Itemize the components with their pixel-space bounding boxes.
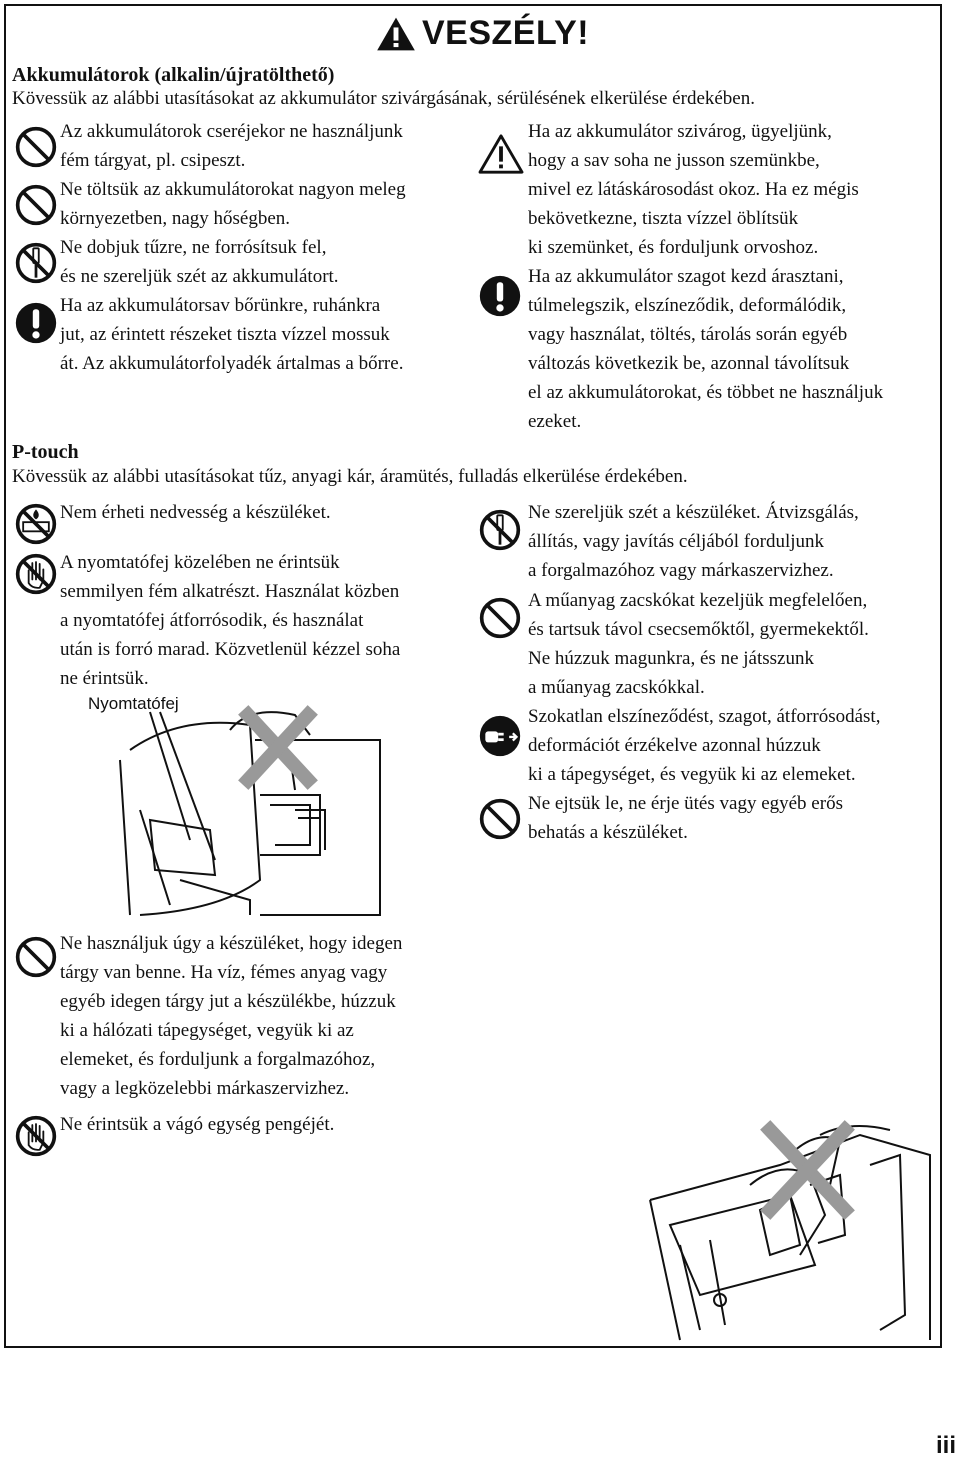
no-disassembly-icon	[478, 508, 522, 552]
text-line: Ha az akkumulátorsav bőrünkre, ruhánkra	[60, 295, 381, 316]
text-line: ki a tápegységet, és vegyük ki az elemeket.	[528, 764, 856, 785]
text-line: állítás, vagy javítás céljából forduljunk	[528, 531, 825, 552]
text-line: ezeket.	[528, 411, 582, 432]
text-line: bekövetkezne, tiszta vízzel öblítsük	[528, 208, 799, 229]
danger-header	[376, 14, 589, 53]
text-line: változás következik be, azonnal távolítsuk	[528, 353, 850, 374]
prohibition-icon	[14, 935, 58, 979]
text-line: át. Az akkumulátorfolyadék ártalmas a bőrre.	[60, 353, 404, 374]
text-line: Ha az akkumulátor szivárog, ügyeljünk,	[528, 121, 832, 142]
do-not-touch-icon	[14, 552, 58, 596]
text-line: a forgalmazóhoz vagy márkaszervizhez.	[528, 560, 834, 581]
do-not-touch-icon	[14, 1114, 58, 1158]
mandatory-action-icon	[14, 301, 58, 345]
text-line: deformációt érzékelve azonnal húzzuk	[528, 735, 821, 756]
ptouch-section-intro: Kövessük az alábbi utasításokat tűz, anyagi kár, áramütés, fulladás elkerülése érdekében.	[12, 466, 688, 487]
no-wet-hands-icon	[14, 502, 58, 546]
text-line: behatás a készüléket.	[528, 822, 688, 843]
text-line: fém tárgyat, pl. csipeszt.	[60, 150, 246, 171]
text-line: és tartsuk távol csecsemőktől, gyermekektől.	[528, 619, 869, 640]
mandatory-action-icon	[478, 274, 522, 318]
prohibition-icon	[14, 183, 58, 227]
text-line: környezetben, nagy hőségben.	[60, 208, 291, 229]
text-line: Az akkumulátorok cseréjekor ne használjunk	[60, 121, 403, 142]
text-line: Ne dobjuk tűzre, ne forrósítsuk fel,	[60, 237, 327, 258]
text-line: Ha az akkumulátor szagot kezd árasztani,	[528, 266, 844, 287]
text-line: mivel ez látáskárosodást okoz. Ha ez mégis	[528, 179, 859, 200]
unplug-icon	[478, 714, 522, 758]
text-line: vagy a legközelebbi márkaszervizhez.	[60, 1078, 350, 1099]
text-line: tárgy van benne. Ha víz, fémes anyag vagy	[60, 962, 388, 983]
text-line: ki a hálózati tápegységet, vegyük ki az	[60, 1020, 354, 1041]
page-title: VESZÉLY!	[422, 14, 590, 52]
text-line: el az akkumulátorokat, és többet ne használjuk	[528, 382, 884, 403]
text-line: elemeket, és forduljunk a forgalmazóhoz,	[60, 1049, 376, 1070]
text-line: A nyomtatófej közelében ne érintsük	[60, 552, 340, 573]
text-line: a nyomtatófej átforrósodik, és használat	[60, 610, 364, 631]
text-line: és ne szereljük szét az akkumulátort.	[60, 266, 339, 287]
text-line: Ne érintsük a vágó egység pengéjét.	[60, 1114, 335, 1135]
text-line: a műanyag zacskókkal.	[528, 677, 705, 698]
text-line: Ne húzzuk magunkra, és ne játsszunk	[528, 648, 814, 669]
text-line: túlmelegszik, elszíneződik, deformálódik,	[528, 295, 847, 316]
text-line: ne érintsük.	[60, 668, 149, 689]
text-line: Szokatlan elszíneződést, szagot, átforrósodást,	[528, 706, 881, 727]
battery-section-title: Akkumulátorok (alkalin/újratölthető)	[12, 64, 335, 86]
print-head-label: Nyomtatófej	[88, 694, 179, 713]
page-number: iii	[935, 1432, 956, 1459]
prohibition-icon	[14, 125, 58, 169]
text-line: Ne ejtsük le, ne érje ütés vagy egyéb erős	[528, 793, 843, 814]
text-line: hogy a sav soha ne jusson szemünkbe,	[528, 150, 820, 171]
text-line: A műanyag zacskókat kezeljük megfelelően,	[528, 590, 868, 611]
caution-triangle-icon	[478, 133, 524, 175]
battery-section-intro: Kövessük az alábbi utasításokat az akkumulátor szivárgásának, sérülésének elkerülése érdekében.	[12, 88, 755, 109]
text-line: Ne szereljük szét a készüléket. Átvizsgálás,	[528, 502, 859, 523]
text-line: semmilyen fém alkatrészt. Használat közben	[60, 581, 400, 602]
prohibition-icon	[478, 797, 522, 841]
ptouch-section-title: P-touch	[12, 441, 79, 463]
text-line: egyéb idegen tárgy jut a készülékbe, húzzuk	[60, 991, 396, 1012]
prohibition-icon	[478, 596, 522, 640]
text-line: ki szemünket, és forduljunk orvoshoz.	[528, 237, 819, 258]
warning-triangle-icon	[376, 16, 416, 52]
cutter-blade-illustration	[640, 1115, 940, 1345]
text-line: jut, az érintett részeket tiszta vízzel mossuk	[60, 324, 390, 345]
text-line: Ne töltsük az akkumulátorokat nagyon meleg	[60, 179, 406, 200]
print-head-illustration	[110, 700, 390, 925]
text-line: után is forró marad. Közvetlenül kézzel soha	[60, 639, 401, 660]
no-disassembly-icon	[14, 241, 58, 285]
text-line: Nem érheti nedvesség a készüléket.	[60, 502, 331, 523]
text-line: Ne használjuk úgy a készüléket, hogy idegen	[60, 933, 403, 954]
text-line: vagy használat, töltés, tárolás során egyéb	[528, 324, 848, 345]
